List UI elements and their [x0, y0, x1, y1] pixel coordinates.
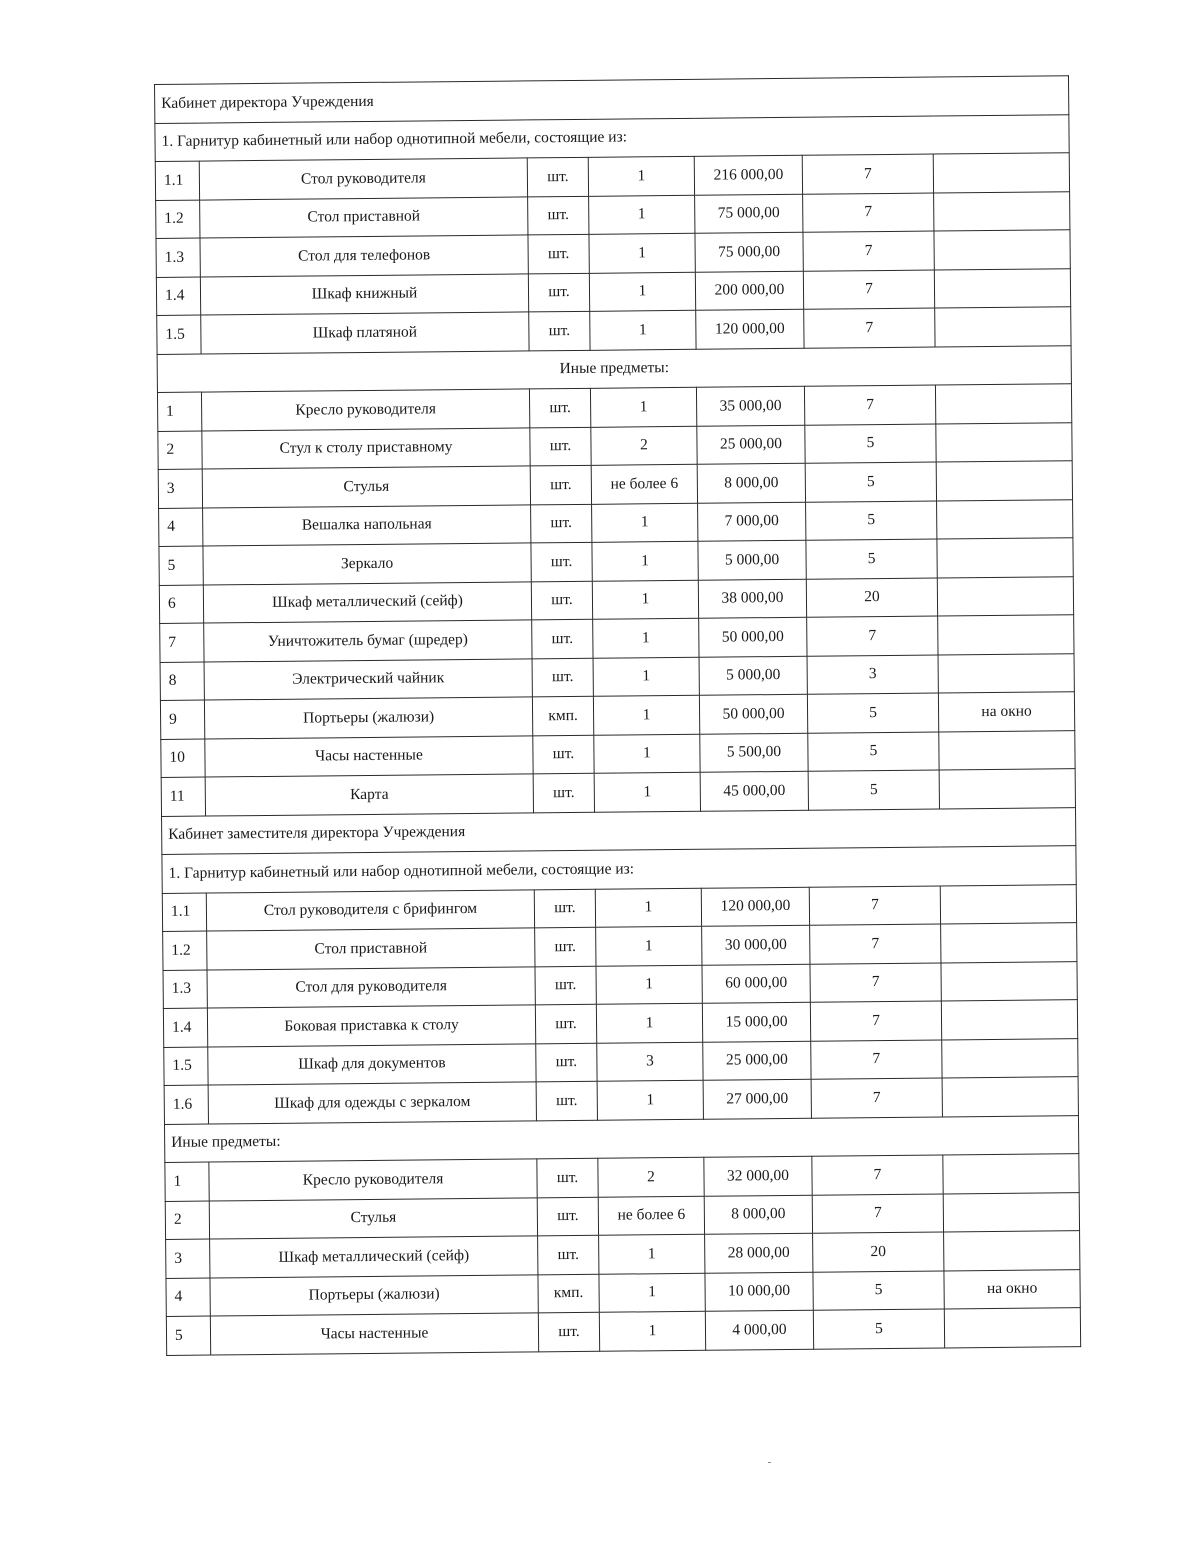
item-price-cell: 45 000,00	[700, 771, 808, 811]
item-name-cell: Шкаф для документов	[208, 1043, 536, 1085]
item-price-cell: 8 000,00	[704, 1195, 812, 1235]
item-quantity-cell: 1	[588, 156, 694, 196]
item-number-cell: 1	[157, 392, 201, 431]
item-quantity-cell: 1	[593, 695, 699, 735]
item-quantity-cell: 1	[594, 734, 700, 774]
item-number-cell: 1.3	[163, 970, 207, 1009]
item-note-cell	[935, 384, 1071, 424]
item-unit-cell: шт.	[535, 1004, 596, 1043]
item-price-cell: 216 000,00	[694, 155, 802, 195]
item-unit-cell: шт.	[528, 234, 589, 273]
item-quantity-cell: 1	[592, 580, 698, 620]
item-unit-cell: шт.	[528, 273, 589, 312]
item-number-cell: 4	[159, 508, 203, 547]
item-note-cell: на окно	[944, 1269, 1080, 1309]
item-price-cell: 28 000,00	[705, 1233, 813, 1273]
item-unit-cell: шт.	[528, 196, 589, 235]
item-quantity-cell: 1	[592, 503, 698, 543]
item-unit-cell: шт.	[538, 1312, 599, 1351]
item-quantity-cell: 1	[599, 1273, 705, 1313]
item-note-cell	[942, 1077, 1078, 1117]
item-price-cell: 15 000,00	[702, 1002, 810, 1042]
item-note-cell	[941, 961, 1077, 1001]
item-name-cell: Зеркало	[203, 543, 531, 585]
item-note-cell	[943, 1192, 1079, 1232]
item-price-cell: 200 000,00	[695, 271, 803, 311]
item-quantity-cell: 1	[594, 772, 700, 812]
item-price-cell: 75 000,00	[695, 232, 803, 272]
item-name-cell: Стол руководителя	[199, 158, 527, 200]
section-header-text: Иные предметы:	[157, 345, 1071, 392]
item-unit-cell: шт.	[530, 427, 591, 466]
item-name-cell: Вешалка напольная	[203, 504, 531, 546]
item-quantity-cell: 1	[590, 310, 696, 350]
item-name-cell: Стол для руководителя	[207, 966, 535, 1008]
item-service-years-cell: 7	[803, 193, 934, 233]
item-note-cell	[943, 1154, 1079, 1194]
item-name-cell: Часы настенные	[205, 735, 533, 777]
item-quantity-cell: 1	[593, 618, 699, 658]
item-number-cell: 11	[161, 777, 205, 816]
item-number-cell: 1.2	[163, 931, 207, 970]
item-price-cell: 60 000,00	[702, 964, 810, 1004]
item-name-cell: Портьеры (жалюзи)	[210, 1274, 538, 1316]
item-note-cell	[941, 1000, 1077, 1040]
item-name-cell: Шкаф платяной	[201, 312, 529, 354]
item-service-years-cell: 7	[810, 1001, 941, 1041]
item-unit-cell: шт.	[527, 157, 588, 196]
item-service-years-cell: 7	[803, 270, 934, 310]
furniture-norms-table	[154, 75, 1081, 1355]
item-number-cell: 1.4	[163, 1008, 207, 1047]
item-service-years-cell: 7	[810, 924, 941, 964]
item-number-cell: 5	[159, 546, 203, 585]
item-note-cell	[939, 730, 1075, 770]
item-number-cell: 3	[158, 469, 202, 508]
item-quantity-cell: 1	[596, 965, 702, 1005]
item-unit-cell: шт.	[531, 504, 592, 543]
item-price-cell: 10 000,00	[705, 1272, 813, 1312]
item-note-cell	[936, 422, 1072, 462]
item-name-cell: Шкаф для одежды с зеркалом	[208, 1082, 536, 1124]
item-name-cell: Кресло руководителя	[209, 1159, 537, 1201]
item-name-cell: Кресло руководителя	[201, 389, 529, 431]
section-header-text: Кабинет заместителя директора Учреждения	[162, 807, 1076, 854]
item-name-cell: Стол руководителя с брифингом	[206, 889, 534, 931]
item-unit-cell: шт.	[535, 966, 596, 1005]
item-quantity-cell: 1	[597, 1080, 703, 1120]
item-number-cell: 8	[160, 662, 204, 701]
item-service-years-cell: 5	[806, 501, 937, 541]
item-number-cell: 1.4	[156, 277, 200, 316]
item-quantity-cell: 1	[589, 272, 695, 312]
item-unit-cell: шт.	[529, 388, 590, 427]
furniture-norms-sheet	[154, 75, 1080, 1355]
item-price-cell: 25 000,00	[703, 1041, 811, 1081]
item-unit-cell: шт.	[534, 889, 595, 928]
item-note-cell	[935, 307, 1071, 347]
item-service-years-cell: 5	[813, 1309, 944, 1349]
item-price-cell: 25 000,00	[697, 425, 805, 465]
item-price-cell: 120 000,00	[696, 309, 804, 349]
item-note-cell	[938, 615, 1074, 655]
item-number-cell: 9	[160, 700, 204, 739]
item-unit-cell: шт.	[538, 1235, 599, 1274]
item-note-cell	[934, 230, 1070, 270]
item-service-years-cell: 7	[804, 385, 935, 425]
item-service-years-cell: 7	[812, 1193, 943, 1233]
item-price-cell: 50 000,00	[699, 694, 807, 734]
item-service-years-cell: 7	[810, 962, 941, 1002]
item-price-cell: 5 000,00	[699, 656, 807, 696]
item-price-cell: 5 500,00	[700, 733, 808, 773]
item-price-cell: 5 000,00	[698, 540, 806, 580]
item-quantity-cell: 3	[597, 1042, 703, 1082]
item-quantity-cell: не более 6	[598, 1196, 704, 1236]
section-header-text: Иные предметы:	[164, 1115, 1078, 1162]
item-service-years-cell: 5	[808, 770, 939, 810]
item-price-cell: 120 000,00	[701, 887, 809, 927]
item-name-cell: Карта	[205, 774, 533, 816]
item-number-cell: 5	[166, 1316, 210, 1355]
item-number-cell: 1.5	[157, 315, 201, 354]
item-quantity-cell: 1	[589, 195, 695, 235]
item-name-cell: Стулья	[209, 1197, 537, 1239]
item-unit-cell: шт.	[535, 927, 596, 966]
item-unit-cell: шт.	[536, 1043, 597, 1082]
section-header-text: 1. Гарнитур кабинетный или набор однотипной мебели, состоящие из:	[155, 114, 1069, 161]
item-service-years-cell: 5	[807, 693, 938, 733]
item-name-cell: Боковая приставка к столу	[207, 1005, 535, 1047]
item-note-cell: на окно	[938, 692, 1074, 732]
item-unit-cell: шт.	[536, 1081, 597, 1120]
item-name-cell: Стулья	[202, 466, 530, 508]
item-number-cell: 1	[165, 1162, 209, 1201]
item-quantity-cell: 1	[596, 926, 702, 966]
item-name-cell: Стол для телефонов	[200, 235, 528, 277]
item-note-cell	[937, 499, 1073, 539]
item-quantity-cell: 1	[590, 387, 696, 427]
item-note-cell	[941, 923, 1077, 963]
item-unit-cell: шт.	[533, 773, 594, 812]
item-number-cell: 10	[161, 739, 205, 778]
item-price-cell: 4 000,00	[705, 1310, 813, 1350]
item-number-cell: 4	[166, 1278, 210, 1317]
item-quantity-cell: 2	[591, 426, 697, 466]
item-service-years-cell: 5	[808, 731, 939, 771]
item-price-cell: 32 000,00	[704, 1156, 812, 1196]
item-price-cell: 8 000,00	[697, 463, 805, 503]
item-name-cell: Шкаф металлический (сейф)	[203, 581, 531, 623]
item-unit-cell: шт.	[533, 735, 594, 774]
item-unit-cell: шт.	[537, 1197, 598, 1236]
table-row	[166, 1308, 1080, 1355]
item-note-cell	[937, 576, 1073, 616]
item-quantity-cell: 1	[592, 541, 698, 581]
item-price-cell: 27 000,00	[703, 1079, 811, 1119]
item-unit-cell: шт.	[529, 311, 590, 350]
item-number-cell: 1.1	[162, 893, 206, 932]
item-note-cell	[944, 1308, 1080, 1348]
item-number-cell: 1.5	[164, 1047, 208, 1086]
item-service-years-cell: 7	[811, 1039, 942, 1079]
item-price-cell: 38 000,00	[698, 579, 806, 619]
item-number-cell: 1.6	[164, 1085, 208, 1124]
item-service-years-cell: 3	[807, 655, 938, 695]
item-quantity-cell: 2	[598, 1157, 704, 1197]
item-service-years-cell: 7	[807, 616, 938, 656]
item-note-cell	[942, 1038, 1078, 1078]
item-quantity-cell: не более 6	[591, 464, 697, 504]
item-note-cell	[940, 884, 1076, 924]
item-note-cell	[936, 461, 1072, 501]
item-unit-cell: кмп.	[538, 1274, 599, 1313]
item-unit-cell: шт.	[530, 465, 591, 504]
item-service-years-cell: 20	[813, 1232, 944, 1272]
item-note-cell	[938, 653, 1074, 693]
item-name-cell: Шкаф металлический (сейф)	[210, 1236, 538, 1278]
item-quantity-cell: 1	[599, 1311, 705, 1351]
item-number-cell: 1.2	[156, 200, 200, 239]
item-service-years-cell: 7	[812, 1155, 943, 1195]
item-number-cell: 2	[158, 431, 202, 470]
item-name-cell: Стол приставной	[207, 928, 535, 970]
item-service-years-cell: 7	[811, 1078, 942, 1118]
item-service-years-cell: 5	[805, 424, 936, 464]
item-unit-cell: шт.	[531, 542, 592, 581]
item-name-cell: Уничтожитель бумаг (шредер)	[204, 620, 532, 662]
item-note-cell	[937, 538, 1073, 578]
item-price-cell: 30 000,00	[702, 925, 810, 965]
item-name-cell: Электрический чайник	[204, 658, 532, 700]
item-name-cell: Стол приставной	[200, 196, 528, 238]
item-quantity-cell: 1	[589, 233, 695, 273]
item-price-cell: 50 000,00	[699, 617, 807, 657]
item-unit-cell: шт.	[532, 658, 593, 697]
item-note-cell	[944, 1231, 1080, 1271]
item-service-years-cell: 7	[809, 885, 940, 925]
section-header-text: 1. Гарнитур кабинетный или набор однотипной мебели, состоящие из:	[162, 846, 1076, 893]
item-service-years-cell: 5	[805, 462, 936, 502]
item-name-cell: Шкаф книжный	[200, 273, 528, 315]
item-number-cell: 1.3	[156, 238, 200, 277]
item-service-years-cell: 7	[803, 231, 934, 271]
item-quantity-cell: 1	[596, 1003, 702, 1043]
item-number-cell: 3	[166, 1239, 210, 1278]
item-number-cell: 7	[160, 623, 204, 662]
item-unit-cell: шт.	[531, 581, 592, 620]
item-quantity-cell: 1	[595, 888, 701, 928]
item-service-years-cell: 20	[806, 578, 937, 618]
scan-speck	[768, 1462, 771, 1463]
item-number-cell: 1.1	[155, 161, 199, 200]
section-header-text: Кабинет директора Учреждения	[155, 76, 1069, 123]
item-note-cell	[934, 191, 1070, 231]
item-unit-cell: шт.	[537, 1158, 598, 1197]
item-quantity-cell: 1	[599, 1234, 705, 1274]
item-service-years-cell: 5	[813, 1270, 944, 1310]
item-name-cell: Стул к столу приставному	[202, 427, 530, 469]
item-service-years-cell: 7	[802, 154, 933, 194]
item-note-cell	[934, 268, 1070, 308]
item-number-cell: 2	[165, 1201, 209, 1240]
item-service-years-cell: 7	[804, 308, 935, 348]
item-unit-cell: кмп.	[532, 696, 593, 735]
item-quantity-cell: 1	[593, 657, 699, 697]
item-service-years-cell: 5	[806, 539, 937, 579]
item-price-cell: 35 000,00	[696, 386, 804, 426]
table-body	[155, 76, 1081, 1355]
item-price-cell: 75 000,00	[695, 194, 803, 234]
item-number-cell: 6	[159, 585, 203, 624]
item-unit-cell: шт.	[532, 619, 593, 658]
item-name-cell: Часы настенные	[210, 1313, 538, 1355]
item-price-cell: 7 000,00	[698, 502, 806, 542]
item-note-cell	[933, 153, 1069, 193]
item-note-cell	[939, 769, 1075, 809]
item-name-cell: Портьеры (жалюзи)	[204, 697, 532, 739]
